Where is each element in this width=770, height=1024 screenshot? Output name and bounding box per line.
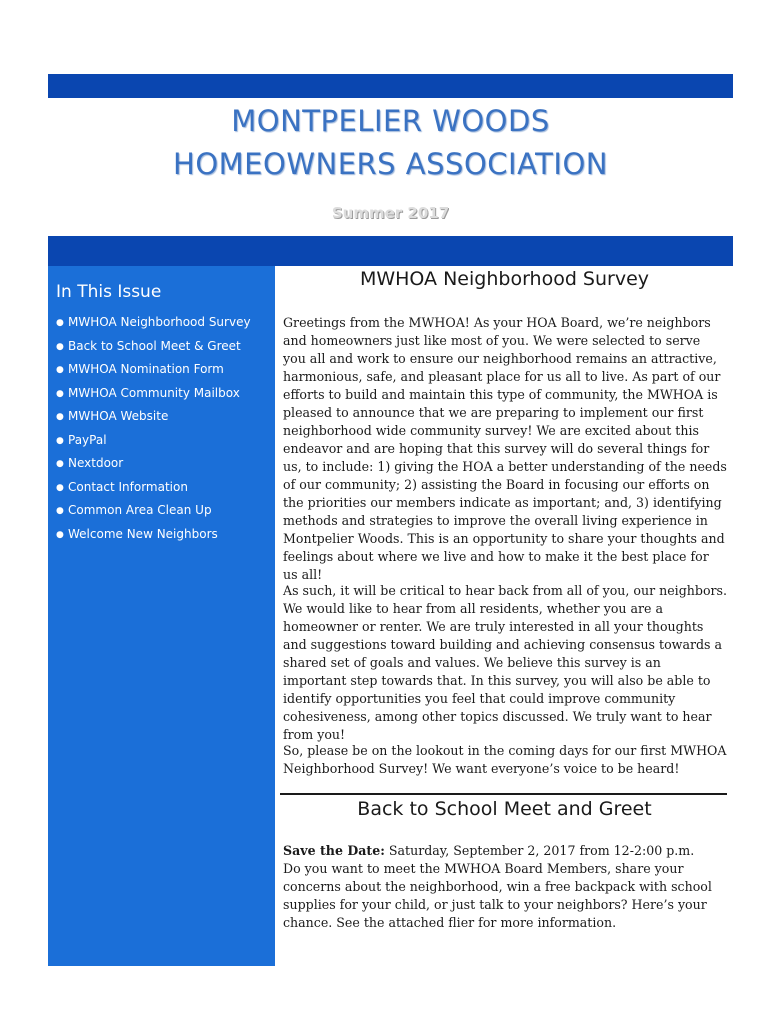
contents-item-label: Welcome New Neighbors — [68, 526, 218, 541]
bullet-icon: ● — [56, 412, 64, 422]
save-the-date-label: Save the Date: — [283, 843, 385, 858]
back-to-school-paragraph: Do you want to meet the MWHOA Board Members, share your concerns about the neighborhood, win a free backpack with school supplies for your child, or just talk to your neighbors? Here’s your chance. See the attached flier for more information. — [283, 861, 712, 930]
survey-paragraph: So, please be on the lookout in the coming days for our first MWHOA Neighborhood Survey! We want everyone’s voice to be heard! — [283, 743, 727, 776]
contents-item — [56, 432, 251, 456]
contents-item — [56, 479, 251, 503]
contents-item-label: MWHOA Nomination Form — [68, 362, 224, 376]
in-this-issue-sidebar — [48, 266, 275, 966]
bullet-icon: ● — [56, 482, 64, 493]
section-divider — [280, 793, 727, 795]
bullet-icon: ● — [56, 365, 64, 375]
contents-item-label: Back to School Meet & Greet — [68, 338, 241, 353]
newsletter-title-line1: MONTPELIER WOODS — [231, 104, 550, 138]
contents-item — [56, 455, 251, 479]
contents-item-label: MWHOA Neighborhood Survey — [68, 315, 251, 329]
survey-paragraph: As such, it will be critical to hear back from all of you, our neighbors. We would like to hear from all residents, whether you are a homeowner or renter. We are truly interested in all your thoughts and suggestions toward building and achieving consensus towards a shared set of goals and values. We believe this survey is an important step towards that. In this survey, you will also be able to identify opportunities you feel that could improve community cohesiveness, among other topics discussed. We truly want to hear from you! — [283, 583, 728, 742]
header-bottom-bar — [48, 236, 733, 266]
contents-item-label: Nextdoor — [68, 456, 124, 470]
contents-item — [56, 502, 251, 526]
survey-article-heading: MWHOA Neighborhood Survey — [359, 268, 650, 290]
bullet-icon: ● — [56, 459, 64, 469]
contents-item-label: MWHOA Website — [68, 409, 169, 423]
bullet-icon: ● — [56, 341, 64, 352]
back-to-school-body — [283, 842, 727, 932]
contents-item — [56, 526, 251, 550]
contents-item — [56, 338, 251, 362]
header-top-bar — [48, 74, 733, 98]
newsletter-title-line2: HOMEOWNERS ASSOCIATION — [173, 147, 608, 181]
contents-item-label: Common Area Clean Up — [68, 503, 212, 517]
back-to-school-heading: Back to School Meet and Greet — [357, 798, 652, 820]
edition-label: Summer 2017 — [331, 204, 450, 222]
contents-item — [56, 385, 251, 409]
bullet-icon: ● — [56, 506, 64, 516]
save-the-date-text: Saturday, September 2, 2017 from 12-2:00 p.m. — [384, 843, 695, 858]
contents-item — [56, 314, 251, 338]
bullet-icon: ● — [56, 388, 64, 399]
bullet-icon: ● — [56, 529, 64, 540]
sidebar-title: In This Issue — [56, 282, 162, 302]
survey-paragraph: Greetings from the MWHOA! As your HOA Board, we’re neighbors and homeowners just like most of you. We were selected to serve you all and work to ensure our neighborhood remains an attractive, harmonious, safe, and pleasant place for us all to live. As part of our efforts to build and maintain this type of community, the MWHOA is pleased to announce that we are preparing to implement our first neighborhood wide community survey! We are excited about this endeavor and are hoping that this survey will do several things for us, to include: 1) giving the HOA a better understanding of the needs of our community; 2) assisting the Board in focusing our efforts on the priorities our members indicate as important; and, 3) identifying methods and strategies to improve the overall living experience in Montpelier Woods. This is an opportunity to share your thoughts and feelings about where we live and how to make it the best place for us all! — [283, 315, 727, 582]
contents-item-label: MWHOA Community Mailbox — [68, 385, 240, 400]
bullet-icon: ● — [56, 318, 64, 328]
contents-item-label: Contact Information — [68, 479, 188, 494]
contents-item — [56, 408, 251, 432]
bullet-icon: ● — [56, 435, 64, 446]
issue-contents-list — [56, 314, 251, 549]
contents-item-label: PayPal — [68, 432, 107, 447]
contents-item — [56, 361, 251, 385]
